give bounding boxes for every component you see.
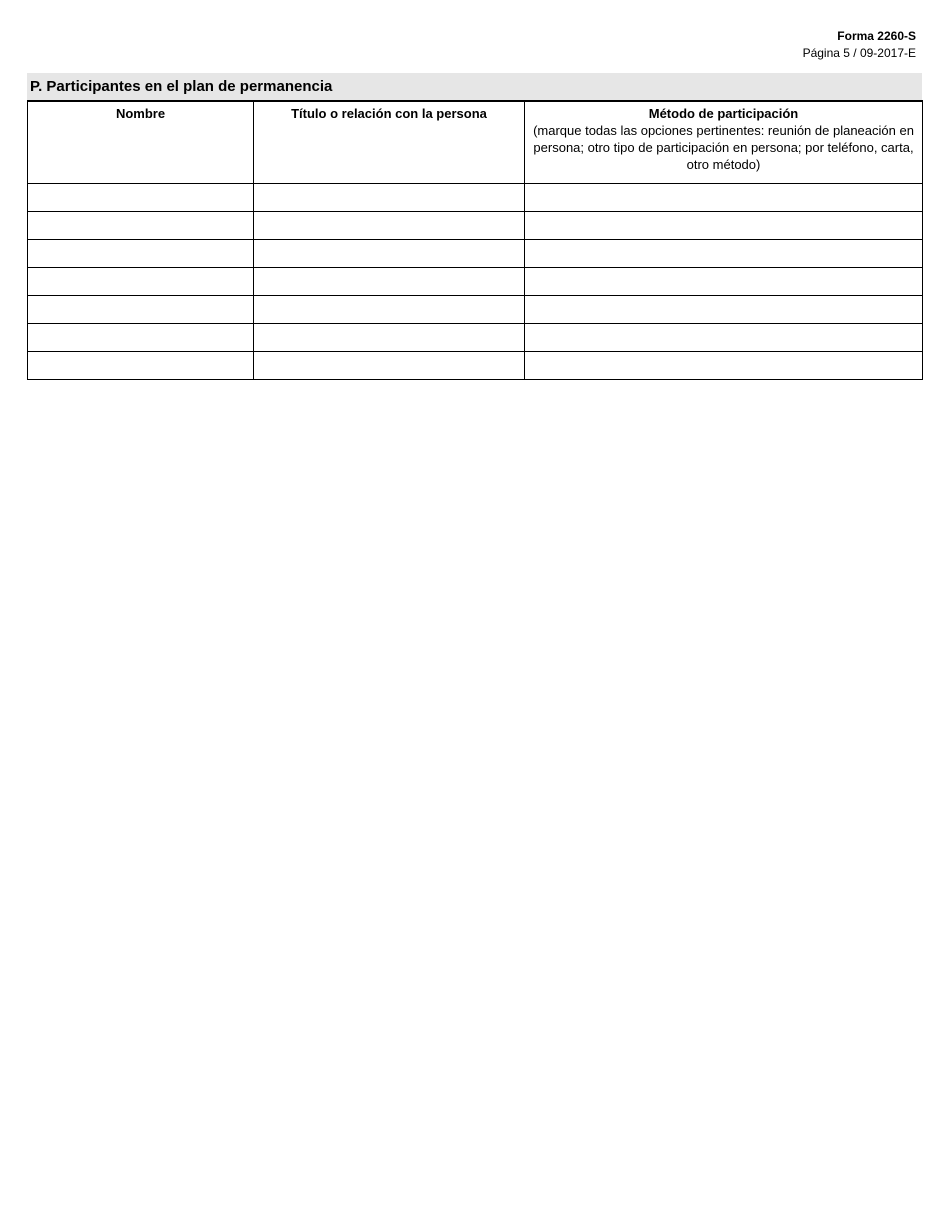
name-cell[interactable] (28, 296, 254, 324)
column-header-participation-method (525, 101, 923, 184)
table-row (28, 324, 923, 352)
column-header-name (28, 101, 254, 184)
participation-method-cell[interactable] (525, 212, 923, 240)
name-cell[interactable] (28, 352, 254, 380)
title-relation-cell[interactable] (254, 296, 525, 324)
name-cell[interactable] (28, 212, 254, 240)
form-number: Forma 2260-S (837, 29, 916, 43)
table-row (28, 212, 923, 240)
title-relation-cell[interactable] (254, 324, 525, 352)
title-relation-cell[interactable] (254, 352, 525, 380)
table-row (28, 240, 923, 268)
participants-section (27, 73, 922, 380)
participation-method-cell[interactable] (525, 268, 923, 296)
participation-method-cell[interactable] (525, 352, 923, 380)
title-relation-cell[interactable] (254, 268, 525, 296)
title-relation-cell[interactable] (254, 212, 525, 240)
participation-method-cell[interactable] (525, 184, 923, 212)
table-row (28, 184, 923, 212)
column-header-label: Método de participación (648, 106, 799, 121)
table-header-row (28, 101, 923, 184)
table-row (28, 352, 923, 380)
table-row (28, 268, 923, 296)
name-cell[interactable] (28, 324, 254, 352)
participation-method-cell[interactable] (525, 240, 923, 268)
participation-method-cell[interactable] (525, 296, 923, 324)
column-header-title-relation (254, 101, 525, 184)
column-header-label: Nombre (115, 106, 166, 121)
participants-table (27, 100, 923, 380)
section-title: P. Participantes en el plan de permanencia (27, 73, 922, 100)
page-info: Página 5 / 09-2017-E (802, 46, 916, 60)
table-row (28, 296, 923, 324)
name-cell[interactable] (28, 240, 254, 268)
column-header-note: (marque todas las opciones pertinentes: reunión de planeación en persona; otro tipo de participación en persona; por teléfono, carta, otro método) (533, 123, 914, 172)
participation-method-cell[interactable] (525, 324, 923, 352)
title-relation-cell[interactable] (254, 240, 525, 268)
title-relation-cell[interactable] (254, 184, 525, 212)
column-header-label: Título o relación con la persona (291, 106, 487, 121)
form-header (803, 28, 916, 62)
name-cell[interactable] (28, 184, 254, 212)
name-cell[interactable] (28, 268, 254, 296)
